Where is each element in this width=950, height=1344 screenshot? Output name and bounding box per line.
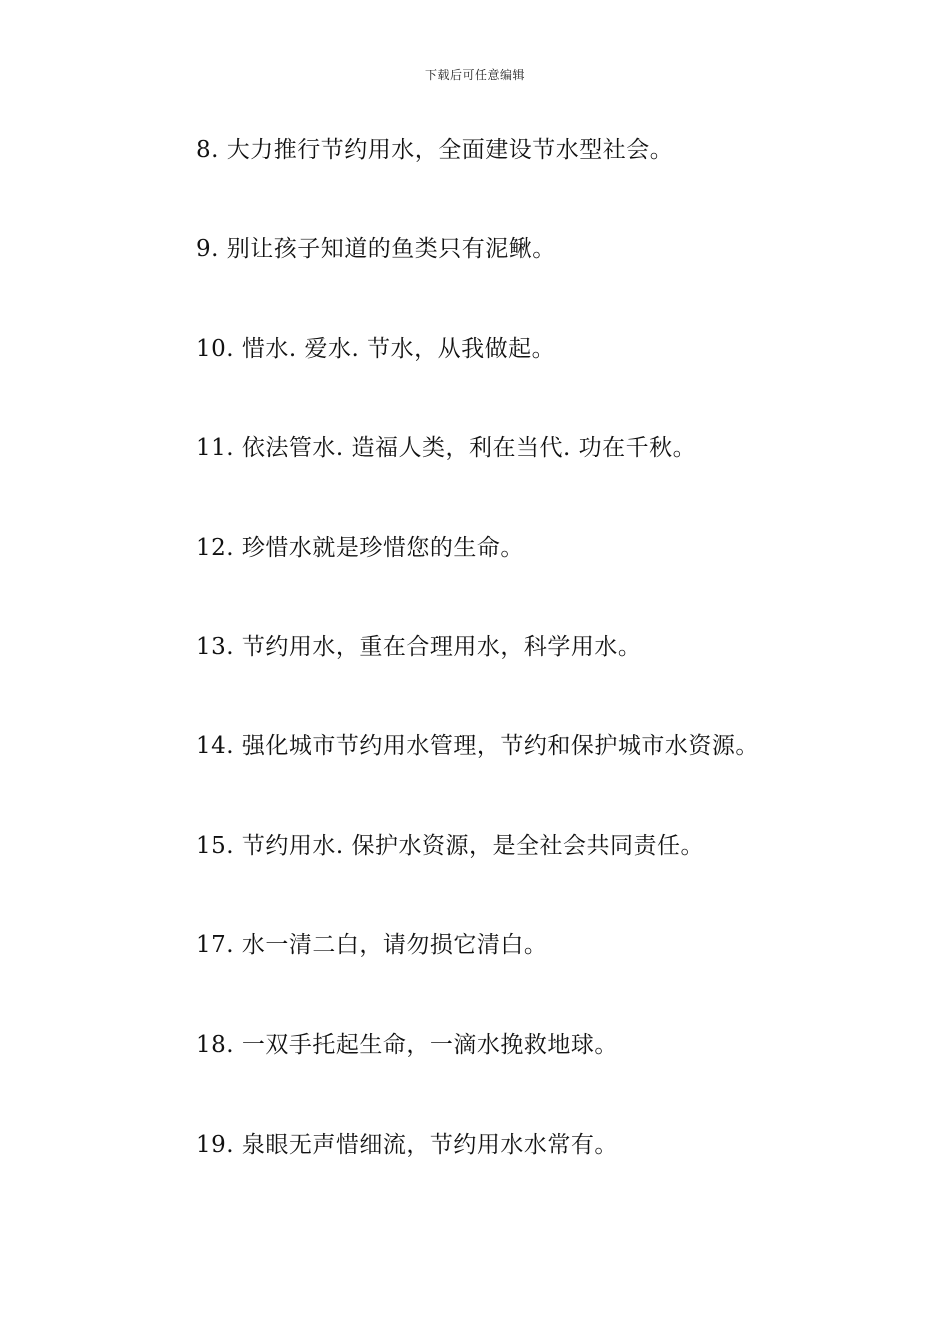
header-note: 下载后可任意编辑 <box>424 68 525 82</box>
slogan-line: 18. 一双手托起生命，一滴水挽救地球。 <box>196 1032 618 1058</box>
slogan-line: 14. 强化城市节约用水管理，节约和保护城市水资源。 <box>196 733 759 759</box>
slogan-line: 19. 泉眼无声惜细流，节约用水水常有。 <box>196 1132 618 1158</box>
slogan-line: 12. 珍惜水就是珍惜您的生命。 <box>196 535 524 561</box>
slogan-line: 13. 节约用水，重在合理用水，科学用水。 <box>196 634 642 660</box>
slogan-line: 10. 惜水. 爱水. 节水，从我做起。 <box>196 336 556 362</box>
slogan-line: 8. 大力推行节约用水，全面建设节水型社会。 <box>196 137 674 163</box>
slogan-line: 9. 别让孩子知道的鱼类只有泥鳅。 <box>196 236 556 262</box>
slogan-line: 15. 节约用水. 保护水资源，是全社会共同责任。 <box>196 833 705 859</box>
slogan-line: 17. 水一清二白，请勿损它清白。 <box>196 932 548 958</box>
slogan-line: 11. 依法管水. 造福人类，利在当代. 功在千秋。 <box>196 435 697 461</box>
